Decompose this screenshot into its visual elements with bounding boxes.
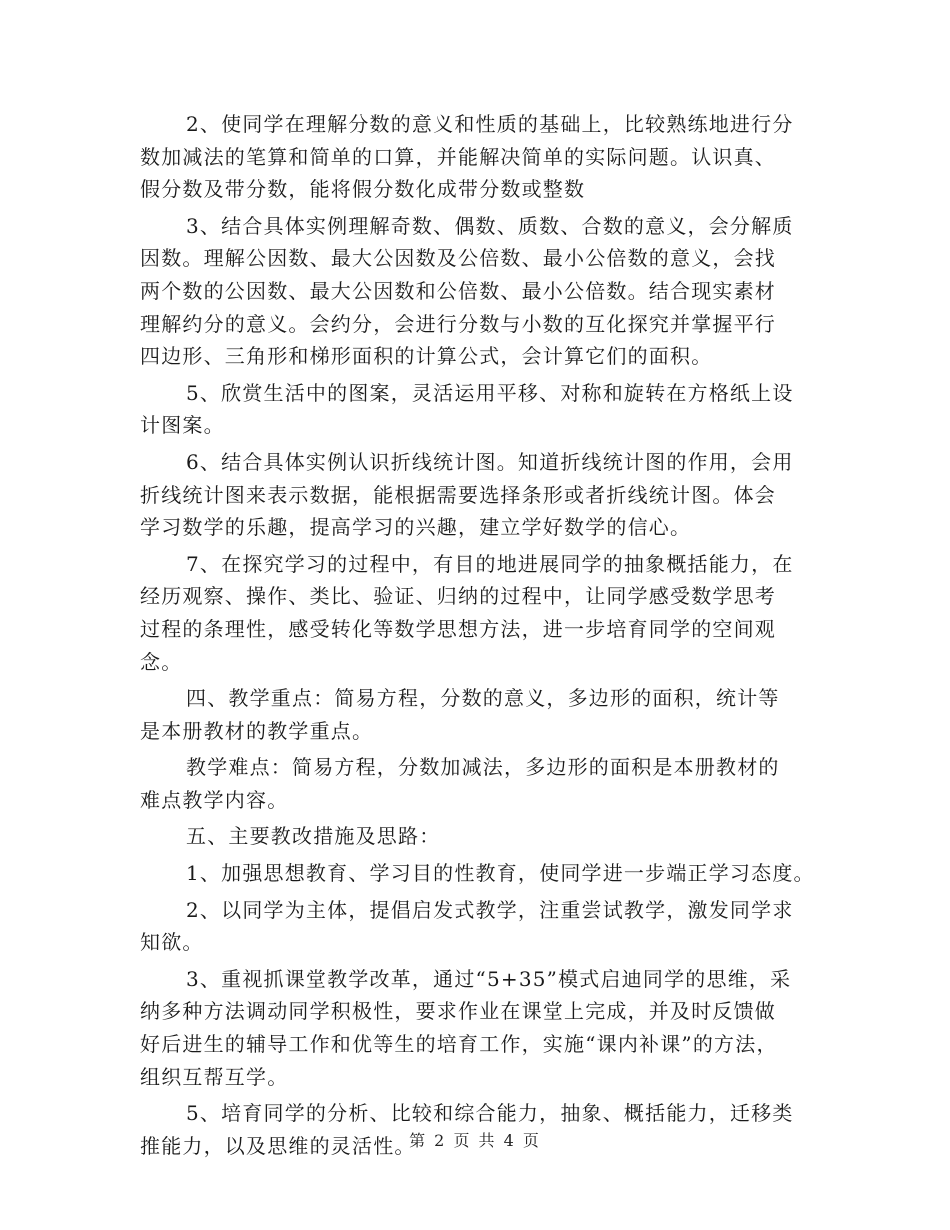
page-footer: 第 2 页 共 4 页 (409, 1131, 541, 1150)
text-line: 5、培育同学的分析、比较和综合能力，抽象、概括能力，迁移类 (186, 1101, 794, 1126)
text-line: 四、教学重点：简易方程，分数的意义，多边形的面积，统计等 (186, 686, 780, 711)
text-line: 五、主要教改措施及思路： (186, 824, 441, 849)
paragraph (140, 894, 820, 959)
paragraph (140, 857, 820, 890)
paragraph (140, 682, 820, 747)
text-line: 知欲。 (140, 930, 204, 955)
text-line: 是本册教材的教学重点。 (140, 718, 374, 743)
paragraph (140, 446, 820, 544)
text-line: 假分数及带分数，能将假分数化成带分数或整数 (140, 177, 586, 202)
text-line: 数加减法的笔算和简单的口算，并能解决简单的实际问题。认识真、 (140, 144, 776, 169)
text-line: 理解约分的意义。会约分，会进行分数与小数的互化探究并掌握平行 (140, 311, 776, 336)
text-line: 因数。理解公因数、最大公因数及公倍数、最小公倍数的意义，会找 (140, 246, 776, 271)
text-line: 四边形、三角形和梯形面积的计算公式，会计算它们的面积。 (140, 344, 713, 369)
text-line: 念。 (140, 649, 183, 674)
text-line: 3、重视抓课堂教学改革，通过“5+35”模式启迪同学的思维，采 (186, 966, 792, 991)
paragraph (140, 963, 820, 1093)
paragraph (140, 108, 820, 206)
document-body (140, 108, 820, 1166)
text-line: 过程的条理性，感受转化等数学思想方法，进一步培育同学的空间观 (140, 616, 776, 641)
text-line: 难点教学内容。 (140, 787, 289, 812)
text-line: 计图案。 (140, 413, 225, 438)
paragraph (140, 751, 820, 816)
text-line: 纳多种方法调动同学积极性，要求作业在课堂上完成，并及时反馈做 (140, 999, 776, 1024)
text-line: 折线统计图来表示数据，能根据需要选择条形或者折线统计图。体会 (140, 482, 776, 507)
text-line: 2、以同学为主体，提倡启发式教学，注重尝试教学，激发同学求 (186, 897, 794, 922)
text-line: 3、结合具体实例理解奇数、偶数、质数、合数的意义，会分解质 (186, 213, 794, 238)
paragraph (140, 548, 820, 678)
text-line: 学习数学的乐趣，提高学习的兴趣，建立学好数学的信心。 (140, 515, 692, 540)
text-line: 1、加强思想教育、学习目的性教育，使同学进一步端正学习态度。 (186, 861, 815, 886)
text-line: 推能力，以及思维的灵活性。 (140, 1133, 416, 1158)
text-line: 5、欣赏生活中的图案，灵活运用平移、对称和旋转在方格纸上设 (186, 380, 794, 405)
paragraph (140, 210, 820, 373)
paragraph (140, 377, 820, 442)
text-line: 7、在探究学习的过程中，有目的地进展同学的抽象概括能力，在 (186, 551, 794, 576)
text-line: 经历观察、操作、类比、验证、归纳的过程中，让同学感受数学思考 (140, 584, 776, 609)
text-line: 好后进生的辅导工作和优等生的培育工作，实施“课内补课”的方法， (140, 1032, 778, 1057)
text-line: 2、使同学在理解分数的意义和性质的基础上，比较熟练地进行分 (186, 112, 794, 136)
paragraph (140, 820, 820, 853)
text-line: 教学难点：简易方程，分数加减法，多边形的面积是本册教材的 (186, 755, 780, 780)
text-line: 6、结合具体实例认识折线统计图。知道折线统计图的作用，会用 (186, 449, 794, 474)
text-line: 两个数的公因数、最大公因数和公倍数、最小公倍数。结合现实素材 (140, 278, 776, 303)
text-line: 组织互帮互学。 (140, 1064, 289, 1089)
